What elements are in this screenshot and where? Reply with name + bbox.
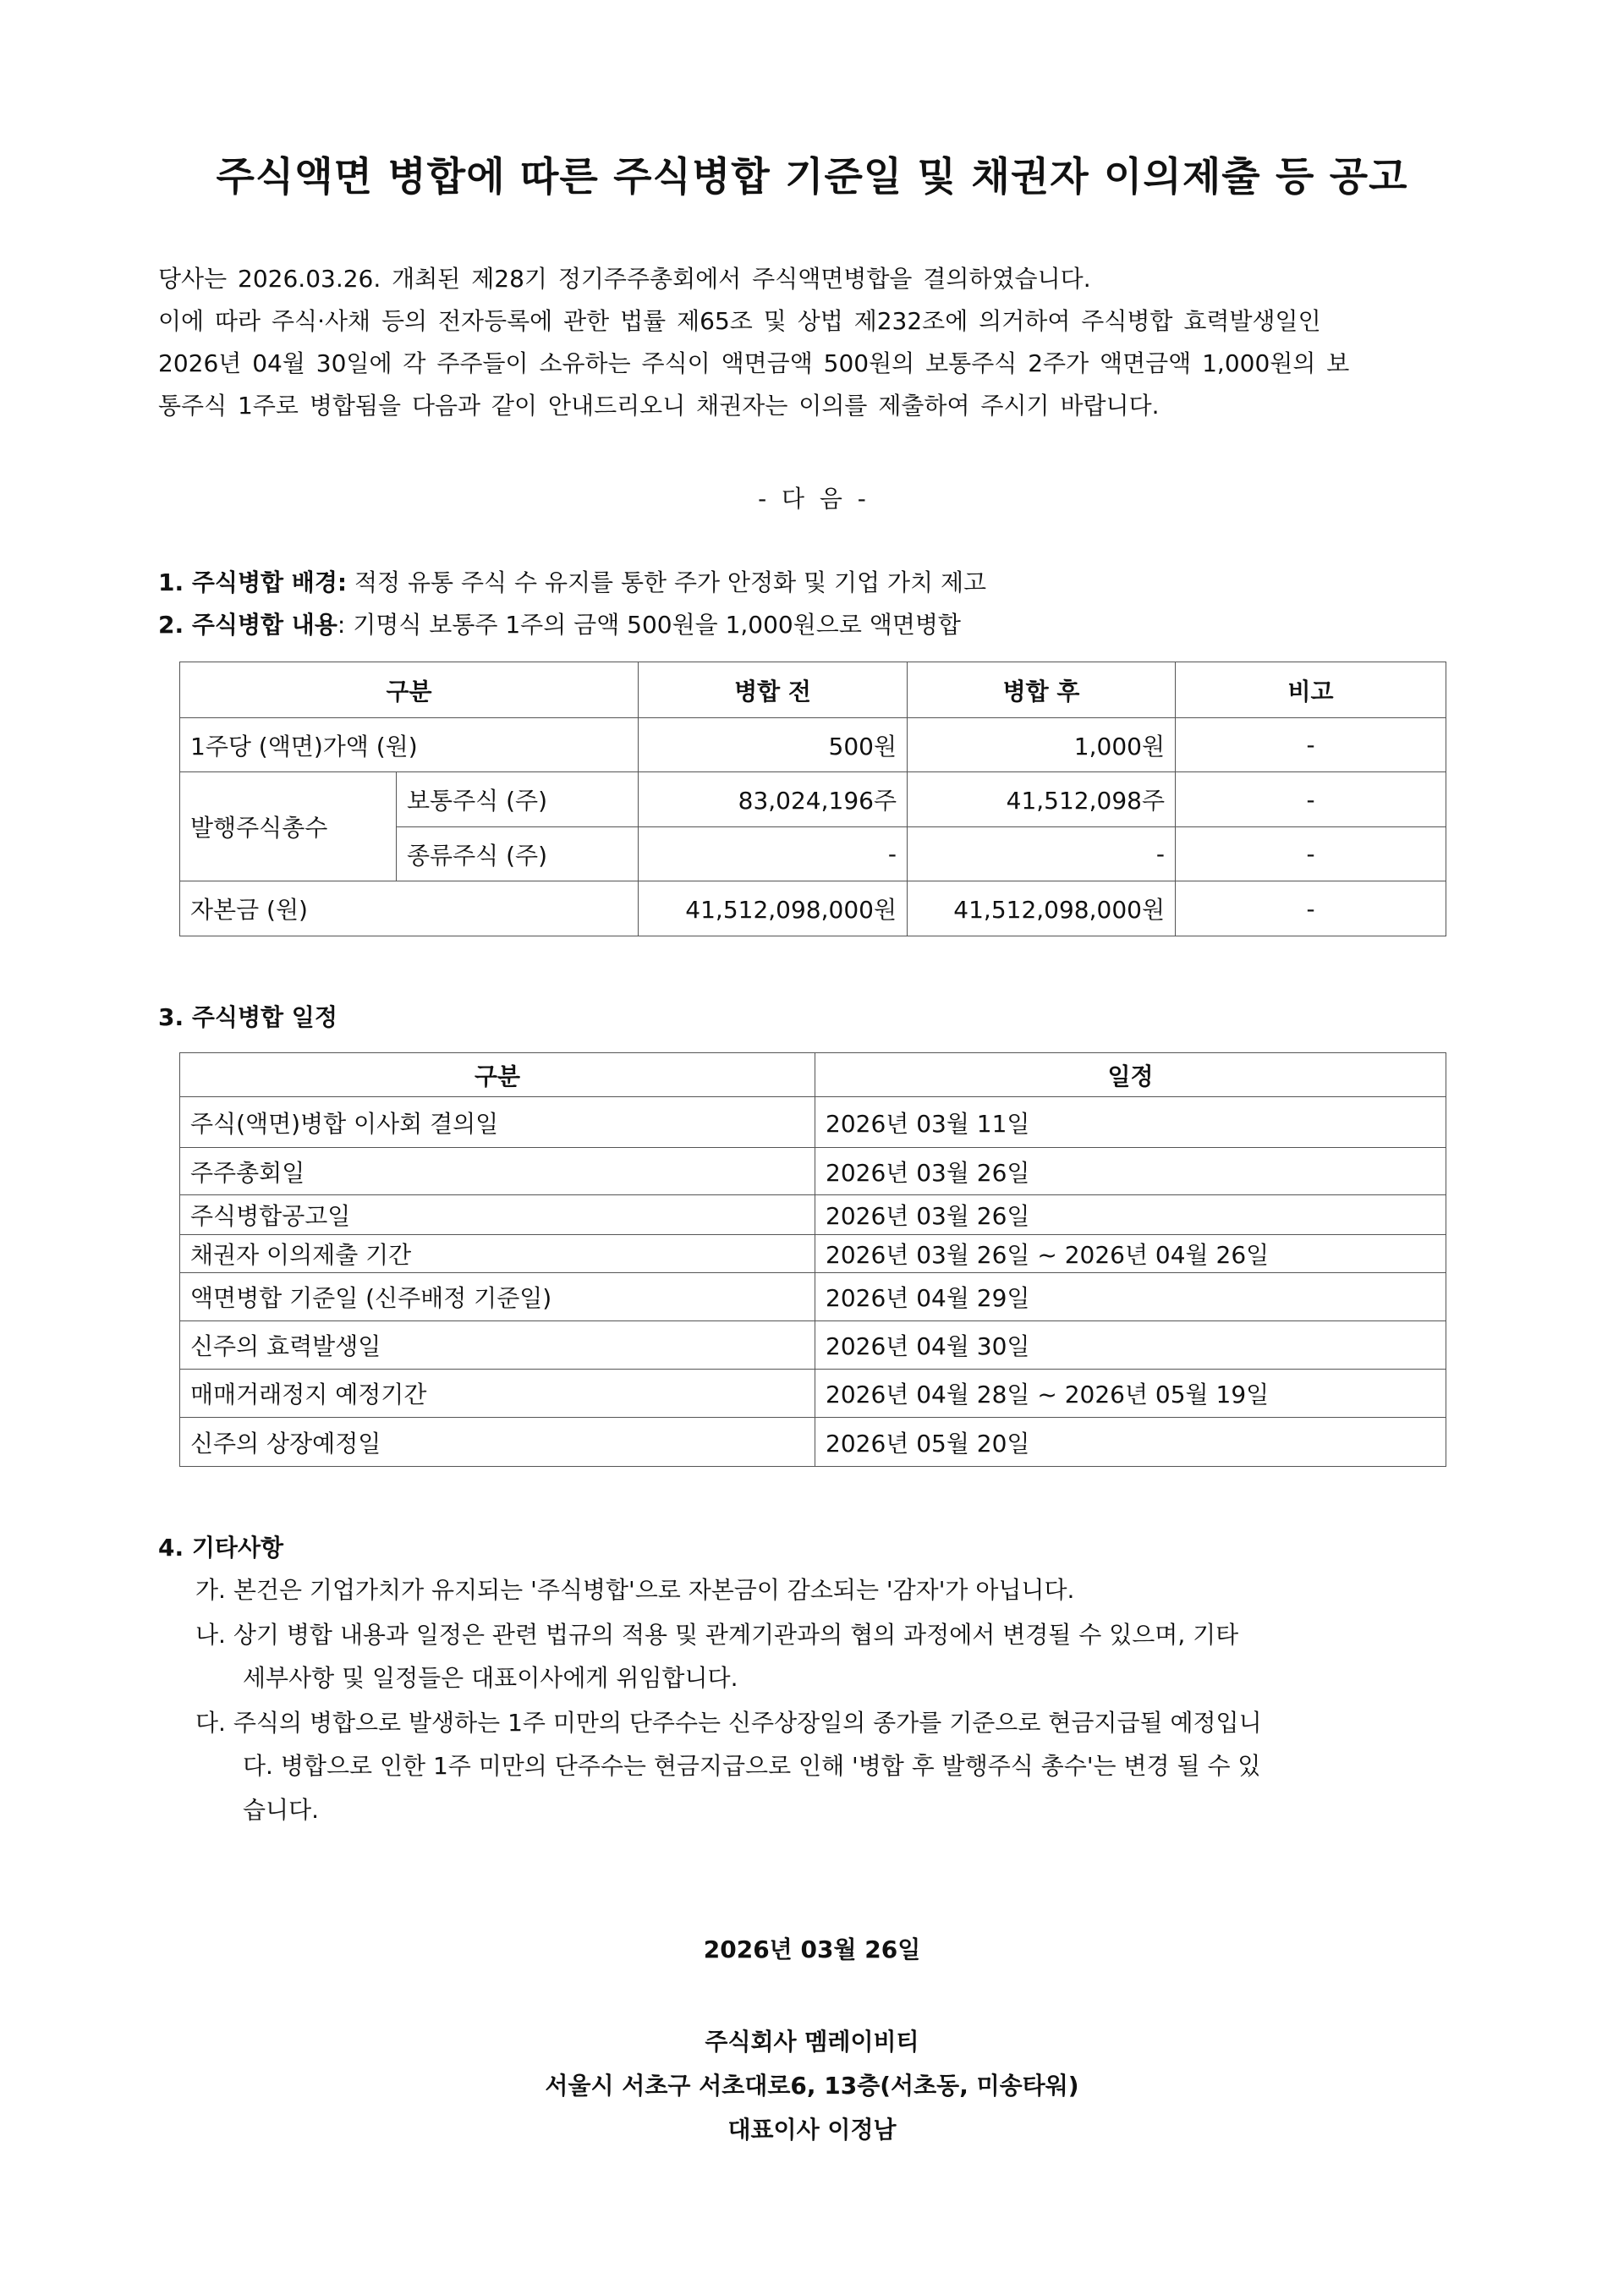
misc-item-ga: 가. 본건은 기업가치가 유지되는 '주식병합'으로 자본금이 감소되는 '감자'가 아닙니다. xyxy=(195,1576,1075,1604)
preferred-shares-label: 종류주식 (주) xyxy=(397,827,639,881)
table-row xyxy=(180,1148,1446,1195)
schedule-item: 주식(액면)병합 이사회 결의일 xyxy=(180,1097,815,1148)
table-row xyxy=(180,1418,1446,1467)
issued-shares-label: 발행주식총수 xyxy=(180,772,397,881)
intro-line-1: 당사는 2026.03.26. 개최된 제28기 정기주주총회에서 주식액면병합을 결의하였습니다. xyxy=(158,265,1091,293)
table-row xyxy=(180,772,1446,827)
capital-before: 41,512,098,000원 xyxy=(639,881,908,936)
schedule-date: 2026년 04월 29일 xyxy=(815,1273,1446,1321)
notice-date: 2026년 03월 26일 xyxy=(703,1935,921,1963)
ceo-name: 대표이사 이정남 xyxy=(727,2116,897,2144)
table2-header-category: 구분 xyxy=(180,1053,815,1097)
schedule-date: 2026년 03월 26일 ~ 2026년 04월 26일 xyxy=(815,1235,1446,1273)
schedule-item: 채권자 이의제출 기간 xyxy=(180,1235,815,1273)
table-row xyxy=(180,1273,1446,1321)
schedule-date: 2026년 03월 26일 xyxy=(815,1195,1446,1235)
table-row xyxy=(180,1370,1446,1418)
schedule-date: 2026년 05월 20일 xyxy=(815,1418,1446,1467)
page-title: 주식액면 병합에 따른 주식병합 기준일 및 채권자 이의제출 등 공고 xyxy=(216,154,1408,200)
misc-item-da-cont-1: 다. 병합으로 인한 1주 미만의 단주수는 현금지급으로 인해 '병합 후 발행주식 총수'는 변경 될 수 있 xyxy=(243,1752,1261,1780)
schedule-date: 2026년 03월 26일 xyxy=(815,1148,1446,1195)
misc-item-da: 다. 주식의 병합으로 발생하는 1주 미만의 단주수는 신주상장일의 종가를 기준으로 현금지급될 예정입니 xyxy=(195,1709,1262,1737)
table-row xyxy=(180,1097,1446,1148)
section-1-text: 적정 유통 주식 수 유지를 통한 주가 안정화 및 기업 가치 제고 xyxy=(347,568,987,596)
section-3-label: 3. 주식병합 일정 xyxy=(158,1003,337,1031)
table-row xyxy=(180,718,1446,772)
intro-line-4: 통주식 1주로 병합됨을 다음과 같이 안내드리오니 채권자는 이의를 제출하여 주시기 바랍니다. xyxy=(158,392,1160,420)
preferred-shares-before: - xyxy=(639,827,908,881)
company-address: 서울시 서초구 서초대로6, 13층(서초동, 미송타워) xyxy=(545,2072,1079,2100)
preferred-shares-after: - xyxy=(908,827,1176,881)
par-value-note: - xyxy=(1176,718,1446,772)
intro-line-2: 이에 따라 주식·사채 등의 전자등록에 관한 법률 제65조 및 상법 제232조에 의거하여 주식병합 효력발생일인 xyxy=(158,307,1321,335)
common-shares-label: 보통주식 (주) xyxy=(397,772,639,827)
section-2-text: : 기명식 보통주 1주의 금액 500원을 1,000원으로 액면병합 xyxy=(337,611,961,639)
preferred-shares-note: - xyxy=(1176,827,1446,881)
par-value-after: 1,000원 xyxy=(908,718,1176,772)
capital-after: 41,512,098,000원 xyxy=(908,881,1176,936)
table1-header-row xyxy=(180,662,1446,718)
par-value-before: 500원 xyxy=(639,718,908,772)
schedule-date: 2026년 04월 30일 xyxy=(815,1321,1446,1370)
table2-header-schedule: 일정 xyxy=(815,1053,1446,1097)
separator-text: - 다 음 - xyxy=(758,485,866,513)
common-shares-before: 83,024,196주 xyxy=(639,772,908,827)
section-1-label: 1. 주식병합 배경: xyxy=(158,568,348,596)
schedule-table xyxy=(179,1052,1446,1467)
schedule-item: 주식병합공고일 xyxy=(180,1195,815,1235)
misc-item-da-cont-2: 습니다. xyxy=(243,1796,320,1824)
table-row xyxy=(180,881,1446,936)
table1-header-before: 병합 전 xyxy=(639,662,908,718)
misc-item-na: 나. 상기 병합 내용과 일정은 관련 법규의 적용 및 관계기관과의 협의 과정에서 변경될 수 있으며, 기타 xyxy=(195,1621,1239,1649)
intro-line-3: 2026년 04월 30일에 각 주주들이 소유하는 주식이 액면금액 500원의 보통주식 2주가 액면금액 1,000원의 보 xyxy=(158,349,1350,377)
section-1 xyxy=(158,564,986,598)
table-row xyxy=(180,1235,1446,1273)
table2-header-row xyxy=(180,1053,1446,1097)
schedule-item: 신주의 효력발생일 xyxy=(180,1321,815,1370)
schedule-date: 2026년 03월 11일 xyxy=(815,1097,1446,1148)
capital-label: 자본금 (원) xyxy=(180,881,639,936)
table1-header-category: 구분 xyxy=(180,662,639,718)
table-row xyxy=(180,1321,1446,1370)
section-4-label: 4. 기타사항 xyxy=(158,1534,284,1562)
table1-header-after: 병합 후 xyxy=(908,662,1176,718)
schedule-item: 신주의 상장예정일 xyxy=(180,1418,815,1467)
schedule-item: 주주총회일 xyxy=(180,1148,815,1195)
section-2 xyxy=(158,607,961,640)
common-shares-note: - xyxy=(1176,772,1446,827)
capital-note: - xyxy=(1176,881,1446,936)
section-2-label: 2. 주식병합 내용 xyxy=(158,611,337,639)
section-3 xyxy=(158,999,337,1033)
misc-item-na-cont: 세부사항 및 일정들은 대표이사에게 위임합니다. xyxy=(243,1664,738,1692)
par-value-label: 1주당 (액면)가액 (원) xyxy=(180,718,639,772)
table1-header-note: 비고 xyxy=(1176,662,1446,718)
company-name: 주식회사 멤레이비티 xyxy=(705,2028,919,2056)
common-shares-after: 41,512,098주 xyxy=(908,772,1176,827)
schedule-date: 2026년 04월 28일 ~ 2026년 05월 19일 xyxy=(815,1370,1446,1418)
schedule-item: 매매거래정지 예정기간 xyxy=(180,1370,815,1418)
schedule-item: 액면병합 기준일 (신주배정 기준일) xyxy=(180,1273,815,1321)
section-4 xyxy=(158,1529,283,1563)
table-row xyxy=(180,1195,1446,1235)
merger-details-table xyxy=(179,662,1446,936)
